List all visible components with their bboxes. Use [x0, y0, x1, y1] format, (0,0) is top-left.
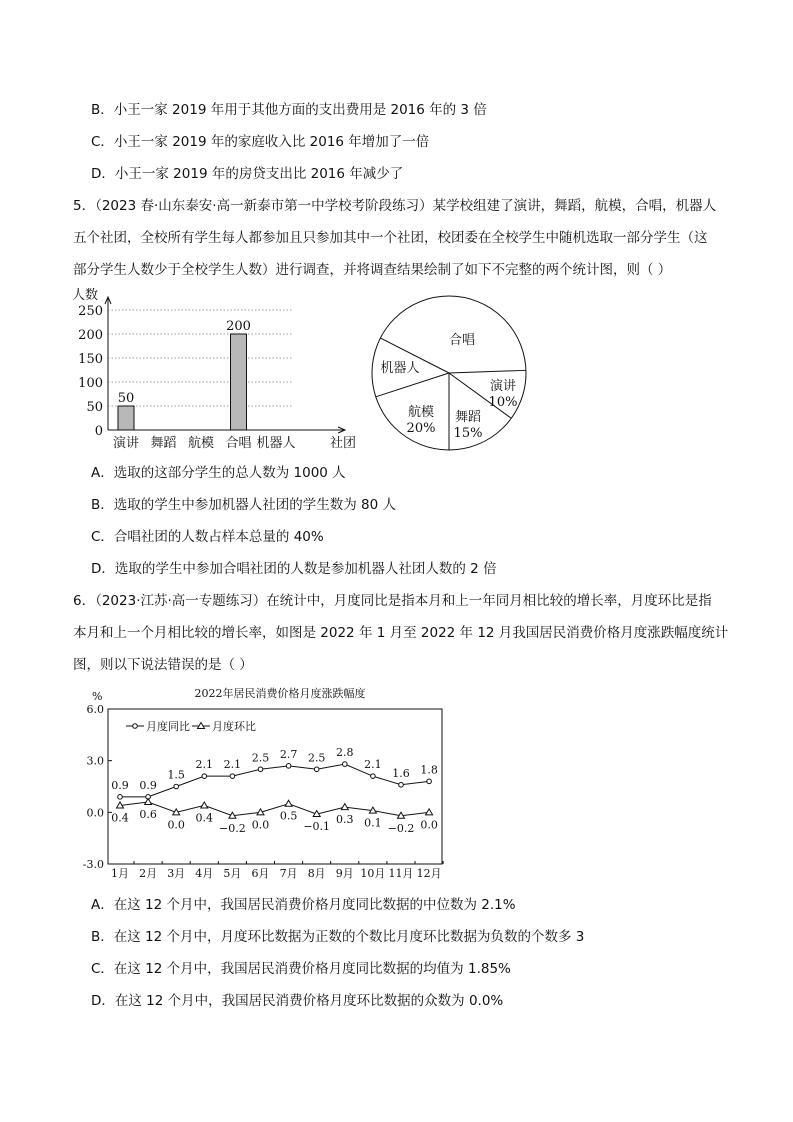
point-label: −0.2 — [387, 821, 415, 835]
q5-option-d: D．选取的学生中参加合唱社团的人数是参加机器人社团人数的 2 倍 — [91, 561, 497, 577]
y-unit-label: % — [92, 690, 103, 703]
y-tick-label: 250 — [78, 304, 103, 319]
point-marker — [258, 767, 263, 772]
point-marker — [371, 774, 376, 779]
point-marker — [145, 799, 152, 805]
point-label: 2.5 — [251, 751, 270, 765]
point-label: 0.6 — [139, 808, 157, 821]
q4-option-c: C．小王一家 2019 年的家庭收入比 2016 年增加了一倍 — [91, 134, 430, 150]
point-marker — [314, 767, 319, 772]
y-tick-label: 6.0 — [86, 703, 104, 716]
y-tick-label: -3.0 — [82, 858, 104, 871]
y-tick-label: 0 — [94, 424, 103, 439]
pie-slice-label: 合唱 — [448, 333, 476, 348]
x-tick-label: 4月 — [195, 867, 214, 880]
pie-slice-percent: 15% — [453, 426, 483, 441]
point-marker — [286, 764, 291, 769]
point-label: 0.4 — [195, 811, 214, 825]
q5-stem-line-3: 部分学生人数少于全校学生人数）进行调查，并将调查结果绘制了如下不完整的两个统计图，则（ ） — [73, 262, 672, 278]
point-label: 2.1 — [364, 758, 382, 772]
pie-slice-percent: 10% — [488, 395, 518, 410]
legend-label: 月度环比 — [212, 720, 256, 733]
x-tick-label: 9月 — [335, 867, 354, 880]
pie-slice-label: 舞蹈 — [454, 410, 482, 425]
legend-label: 月度同比 — [146, 720, 190, 733]
club-pie-chart — [366, 290, 532, 450]
q5-option-a: A．选取的这部分学生的总人数为 1000 人 — [91, 465, 346, 481]
point-label: 2.1 — [223, 758, 242, 772]
point-label: 0.9 — [139, 778, 157, 792]
q4-option-b: B．小王一家 2019 年用于其他方面的支出费用是 2016 年的 3 倍 — [91, 102, 487, 118]
point-label: 2.1 — [195, 758, 214, 772]
point-label: 1.8 — [420, 763, 438, 777]
point-label: 1.6 — [392, 766, 410, 780]
x-tick-label: 航模 — [187, 436, 215, 451]
bar — [231, 334, 247, 430]
chart-title: 2022年居民消费价格月度涨跌幅度 — [194, 687, 366, 700]
x-tick-label: 3月 — [167, 867, 186, 880]
point-marker — [399, 782, 404, 787]
q5-stem-line-1: 5．（2023 春·山东泰安·高一新泰市第一中学校考阶段练习）某学校组建了演讲，舞蹈，航模，合唱，机器人 — [73, 198, 717, 214]
point-marker — [426, 809, 433, 815]
y-tick-label: 0.0 — [86, 806, 104, 820]
pie-slice-label: 机器人 — [380, 361, 420, 376]
q5-option-c: C．合唱社团的人数占样本总量的 40% — [91, 529, 324, 545]
x-tick-label: 8月 — [307, 867, 326, 880]
pie-slice-label: 演讲 — [489, 379, 517, 394]
series-line — [120, 764, 429, 797]
point-label: 0.0 — [420, 818, 438, 832]
q6-option-c: C．在这 12 个月中，我国居民消费价格月度同比数据的均值为 1.85% — [91, 961, 511, 977]
point-marker — [230, 774, 235, 779]
point-label: 0.0 — [167, 818, 185, 832]
point-marker — [202, 774, 207, 779]
point-marker — [285, 800, 292, 806]
x-tick-label: 7月 — [279, 867, 298, 880]
q5-option-b: B．选取的学生中参加机器人社团的学生数为 80 人 — [91, 497, 397, 513]
point-label: 0.4 — [111, 811, 129, 825]
pie-slice-percent: 20% — [406, 421, 436, 436]
point-label: 0.5 — [279, 809, 298, 823]
x-tick-label: 5月 — [223, 867, 242, 880]
club-bar-chart — [70, 285, 357, 453]
x-tick-label: 机器人 — [256, 436, 296, 451]
point-marker — [343, 762, 348, 767]
bar-value-label: 50 — [117, 391, 135, 406]
point-label: 0.0 — [251, 818, 270, 832]
q6-stem-line-3: 图，则以下说法错误的是（ ） — [73, 657, 253, 673]
q5-stem-line-2: 五个社团，全校所有学生每人都参加且只参加其中一个社团，校团委在全校学生中随机选取一部分学生（这 — [73, 230, 708, 246]
point-label: −0.2 — [219, 821, 246, 835]
cpi-line-chart — [80, 684, 450, 880]
y-axis-label: 人数 — [72, 288, 99, 303]
x-tick-label: 12月 — [416, 867, 442, 880]
y-tick-label: 150 — [78, 352, 103, 367]
point-label: 0.1 — [364, 816, 382, 830]
y-tick-label: 100 — [78, 376, 103, 391]
x-tick-label: 6月 — [251, 867, 270, 880]
q6-option-b: B．在这 12 个月中，月度环比数据为正数的个数比月度环比数据为负数的个数多 3 — [91, 929, 585, 945]
point-marker — [201, 802, 208, 808]
x-tick-label: 11月 — [388, 867, 414, 880]
point-marker — [427, 779, 432, 784]
x-tick-label: 演讲 — [112, 436, 140, 451]
q6-stem-line-1: 6．（2023·江苏·高一专题练习）在统计中，月度同比是指本月和上一年同月相比较的增长率，月度环比是指 — [73, 593, 712, 609]
q4-option-d: D．小王一家 2019 年的房贷支出比 2016 年减少了 — [91, 166, 404, 182]
y-tick-label: 50 — [86, 400, 103, 415]
point-label: 1.5 — [167, 768, 185, 782]
series-line — [120, 802, 429, 816]
point-marker — [341, 804, 348, 810]
point-label: 0.9 — [111, 778, 129, 792]
point-label: 2.7 — [279, 747, 298, 761]
point-label: 2.5 — [307, 751, 326, 765]
point-marker — [174, 784, 179, 789]
x-tick-label: 1月 — [111, 867, 129, 880]
bar — [118, 406, 134, 430]
point-label: 2.8 — [336, 746, 354, 760]
y-tick-label: 3.0 — [86, 754, 104, 768]
point-label: −0.1 — [303, 820, 331, 834]
bar-value-label: 200 — [226, 319, 251, 334]
x-tick-label: 2月 — [139, 867, 158, 880]
point-marker — [118, 795, 123, 800]
point-label: 0.3 — [336, 813, 354, 827]
x-tick-label: 舞蹈 — [150, 436, 177, 451]
pie-slice-label: 航模 — [407, 405, 435, 420]
y-tick-label: 200 — [78, 328, 103, 343]
x-tick-label: 10月 — [360, 867, 386, 880]
x-tick-label: 合唱 — [225, 436, 252, 451]
q6-option-d: D．在这 12 个月中，我国居民消费价格月度环比数据的众数为 0.0% — [91, 993, 504, 1009]
q6-stem-line-2: 本月和上一个月相比较的增长率，如图是 2022 年 1 月至 2022 年 12 月我国居民消费价格月度涨跌幅度统计 — [73, 625, 729, 641]
x-axis-label: 社团 — [330, 436, 357, 451]
legend-circle-marker — [133, 724, 138, 729]
q6-option-a: A．在这 12 个月中，我国居民消费价格月度同比数据的中位数为 2.1% — [91, 897, 516, 913]
